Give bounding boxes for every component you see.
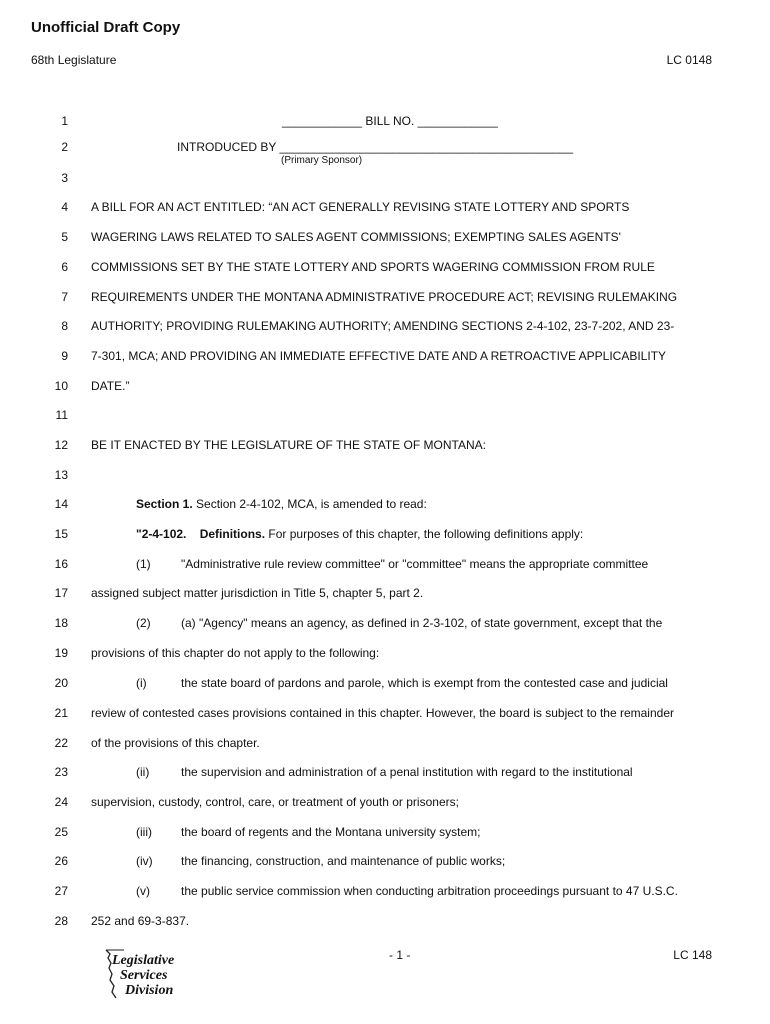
line-number: 13 — [54, 468, 68, 482]
line-15 — [0, 527, 770, 547]
svg-text:Services: Services — [120, 968, 168, 983]
line-number: 4 — [61, 200, 68, 214]
legislature-label: 68th Legislature — [31, 53, 117, 67]
line-3 — [0, 171, 770, 191]
line-1 — [0, 114, 770, 134]
legislative-services-division-logo — [98, 948, 198, 1000]
line-text: "Administrative rule review committee" or "committee" means the appropriate committee — [181, 557, 649, 571]
line-text: BE IT ENACTED BY THE LEGISLATURE OF THE STATE OF MONTANA: — [91, 438, 486, 452]
svg-text:Legislative: Legislative — [112, 953, 175, 968]
line-10 — [0, 379, 770, 399]
definitions-heading: "2-4-102. Definitions. — [136, 527, 266, 541]
svg-text:Division: Division — [125, 983, 174, 998]
introduced-by-line: INTRODUCED BY ____________________________________________ — [177, 140, 574, 154]
line-16 — [0, 557, 770, 577]
line-text: REQUIREMENTS UNDER THE MONTANA ADMINISTRATIVE PROCEDURE ACT; REVISING RULEMAKING — [91, 290, 678, 304]
line-number: 26 — [54, 854, 68, 868]
line-17 — [0, 586, 770, 606]
line-number: 25 — [54, 825, 68, 839]
line-18 — [0, 616, 770, 636]
page-number: - 1 - — [389, 948, 411, 962]
subsection-marker: (iii) — [136, 825, 152, 839]
line-text: provisions of this chapter do not apply to the following: — [91, 646, 380, 660]
primary-sponsor-caption: (Primary Sponsor) — [281, 155, 363, 166]
line-text: AUTHORITY; PROVIDING RULEMAKING AUTHORITY; AMENDING SECTIONS 2-4-102, 23-7-202, AND 23- — [91, 319, 675, 333]
line-13 — [0, 468, 770, 488]
line-number: 27 — [54, 884, 68, 898]
line-27 — [0, 884, 770, 904]
line-text: supervision, custody, control, care, or treatment of youth or prisoners; — [91, 795, 459, 809]
line-number: 6 — [61, 260, 68, 274]
line-number: 21 — [54, 706, 68, 720]
line-9 — [0, 349, 770, 369]
line-7 — [0, 290, 770, 310]
line-number: 3 — [61, 171, 68, 185]
subsection-marker: (i) — [136, 676, 147, 690]
line-26 — [0, 854, 770, 874]
line-20 — [0, 676, 770, 696]
line-text: COMMISSIONS SET BY THE STATE LOTTERY AND SPORTS WAGERING COMMISSION FROM RULE — [91, 260, 655, 274]
line-12 — [0, 438, 770, 458]
line-28 — [0, 914, 770, 934]
line-number: 11 — [55, 408, 68, 422]
footer-lc-number: LC 148 — [673, 948, 712, 962]
subsection-marker: (ii) — [136, 765, 150, 779]
line-number: 15 — [54, 527, 68, 541]
line-text: assigned subject matter jurisdiction in Title 5, chapter 5, part 2. — [91, 586, 424, 600]
line-text: the financing, construction, and maintenance of public works; — [181, 854, 506, 868]
draft-title: Unofficial Draft Copy — [31, 19, 181, 36]
line-24 — [0, 795, 770, 815]
line-text: review of contested cases provisions contained in this chapter. However, the board is subject to the remainder — [91, 706, 674, 720]
line-number: 19 — [54, 646, 68, 660]
line-number: 28 — [54, 914, 68, 928]
line-11 — [0, 408, 770, 428]
line-number: 14 — [54, 497, 68, 511]
line-number: 9 — [61, 349, 68, 363]
section-text: Section 2-4-102, MCA, is amended to read: — [192, 497, 427, 511]
subsection-marker: (iv) — [136, 854, 153, 868]
line-text: the board of regents and the Montana university system; — [181, 825, 481, 839]
line-21 — [0, 706, 770, 726]
line-number: 24 — [54, 795, 68, 809]
line-22 — [0, 736, 770, 756]
line-text: 252 and 69-3-837. — [91, 914, 190, 928]
line-number: 5 — [61, 230, 68, 244]
montana-outline-logo-icon — [98, 948, 198, 1000]
line-23 — [0, 765, 770, 785]
line-2 — [0, 140, 770, 160]
line-number: 12 — [54, 438, 68, 452]
section-heading: Section 1. — [136, 497, 193, 511]
line-text: DATE.” — [91, 379, 130, 393]
line-text: (a) "Agency" means an agency, as defined in 2-3-102, of state government, except that the — [181, 616, 663, 630]
line-text: the state board of pardons and parole, which is exempt from the contested case and judicial — [181, 676, 668, 690]
line-text: WAGERING LAWS RELATED TO SALES AGENT COMMISSIONS; EXEMPTING SALES AGENTS' — [91, 230, 621, 244]
subsection-marker: (v) — [136, 884, 150, 898]
line-text — [136, 497, 427, 511]
line-text — [136, 527, 583, 541]
line-text: 7-301, MCA; AND PROVIDING AN IMMEDIATE EFFECTIVE DATE AND A RETROACTIVE APPLICABILITY — [91, 349, 667, 363]
line-number: 16 — [54, 557, 68, 571]
line-8 — [0, 319, 770, 339]
line-text: A BILL FOR AN ACT ENTITLED: “AN ACT GENERALLY REVISING STATE LOTTERY AND SPORTS — [91, 200, 630, 214]
line-4 — [0, 200, 770, 220]
line-text: the public service commission when conducting arbitration proceedings pursuant to 47 U.S.C. — [181, 884, 678, 898]
subsection-marker: (1) — [136, 557, 151, 571]
line-number: 18 — [54, 616, 68, 630]
line-number: 20 — [54, 676, 68, 690]
line-25 — [0, 825, 770, 845]
line-number: 7 — [61, 290, 68, 304]
line-text: of the provisions of this chapter. — [91, 736, 260, 750]
line-number: 17 — [54, 586, 68, 600]
line-number: 10 — [54, 379, 68, 393]
line-6 — [0, 260, 770, 280]
bill-number-line: ____________ BILL NO. ____________ — [282, 114, 498, 128]
line-text: the supervision and administration of a penal institution with regard to the institutional — [181, 765, 633, 779]
line-5 — [0, 230, 770, 250]
subsection-marker: (2) — [136, 616, 151, 630]
line-number: 23 — [54, 765, 68, 779]
line-14 — [0, 497, 770, 517]
line-number: 2 — [61, 140, 68, 154]
definitions-intro: For purposes of this chapter, the following definitions apply: — [265, 527, 584, 541]
lc-number: LC 0148 — [666, 53, 712, 67]
line-number: 22 — [54, 736, 68, 750]
line-number: 8 — [61, 319, 68, 333]
line-19 — [0, 646, 770, 666]
line-number: 1 — [61, 114, 68, 128]
